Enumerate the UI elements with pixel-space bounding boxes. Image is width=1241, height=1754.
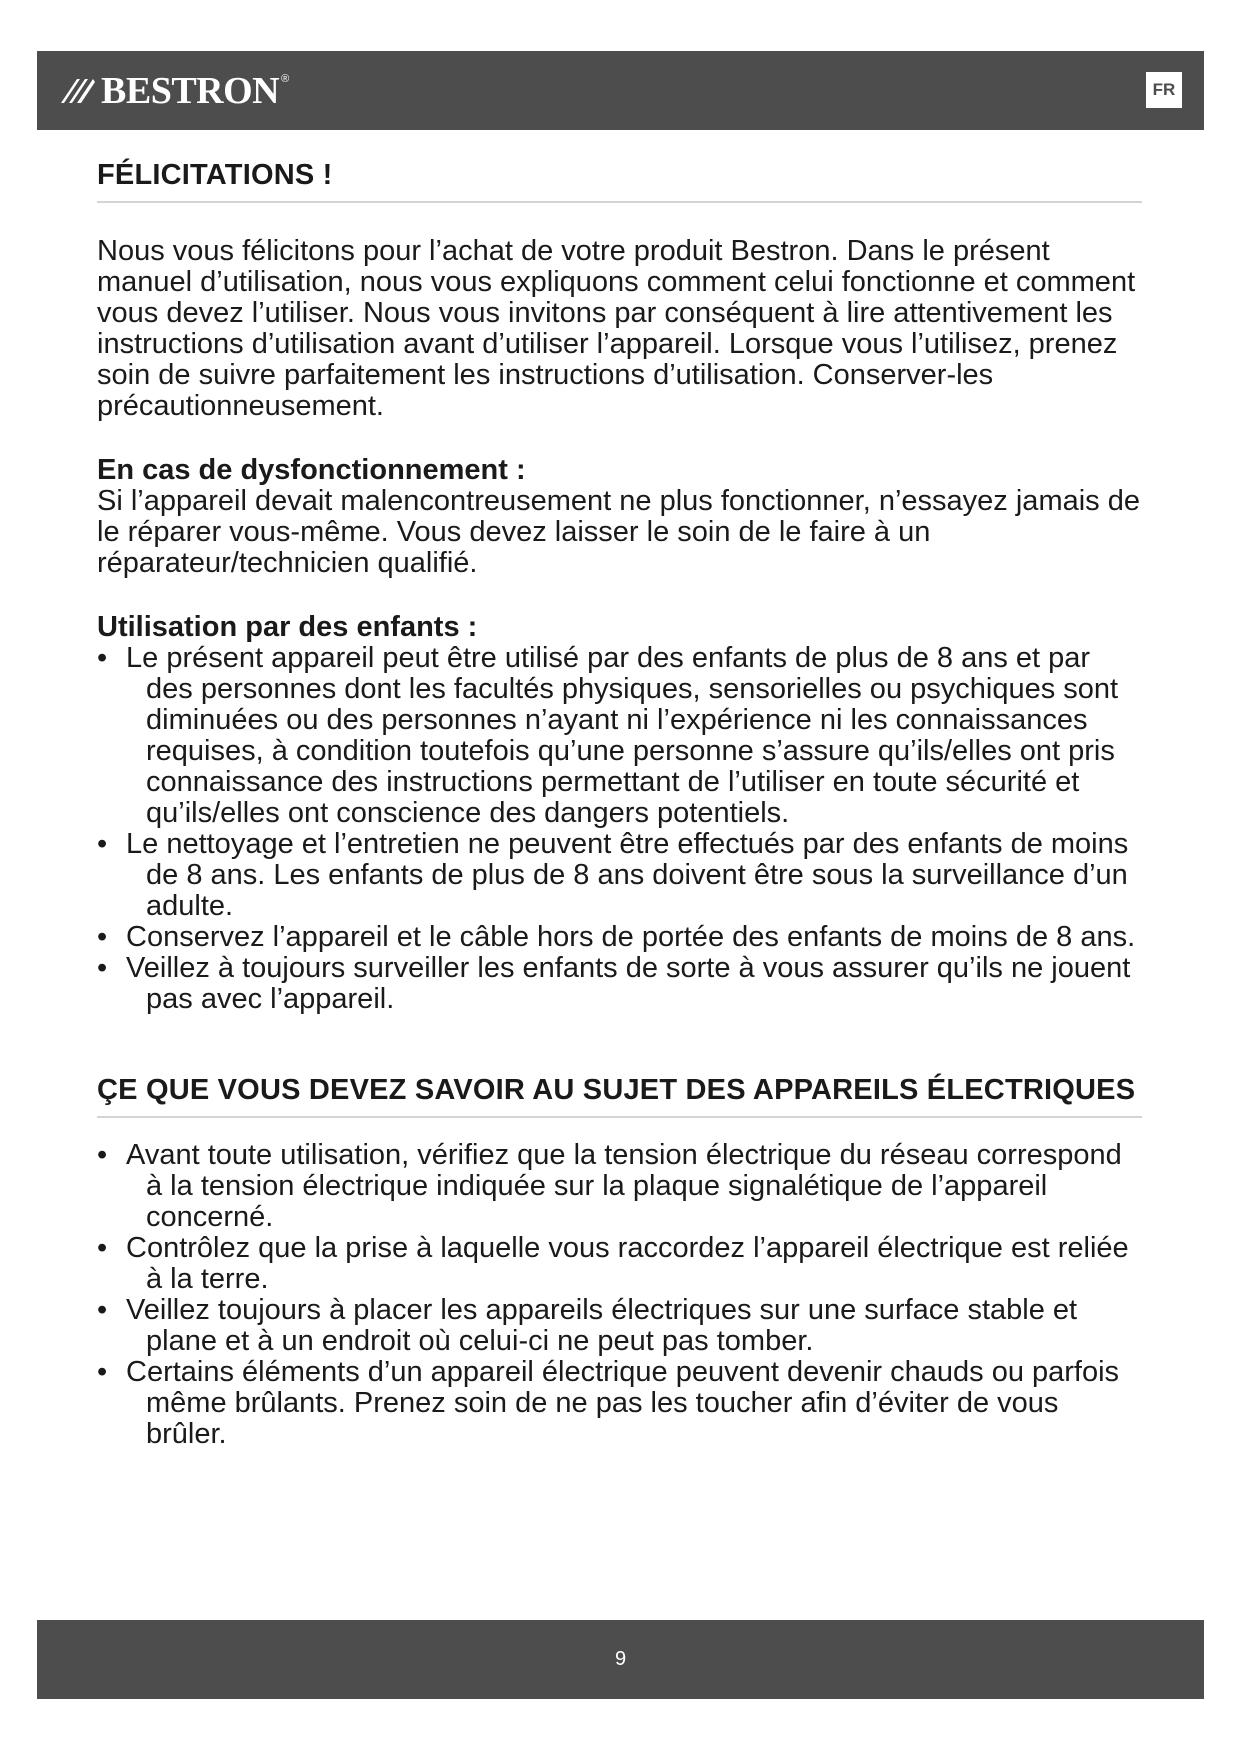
- bullet-icon: •: [97, 1294, 108, 1326]
- list-item-text: Avant toute utilisation, vérifiez que la tension électrique du réseau correspond à la tension électrique indiquée sur la plaque signalétique de l’appareil concerné.: [126, 1139, 1122, 1233]
- list-item: [97, 1357, 1142, 1450]
- bullet-icon: •: [97, 1232, 108, 1264]
- list-item-text: Veillez toujours à placer les appareils électriques sur une surface stable et plane et à un endroit où celui-ci ne peut pas tomber.: [126, 1294, 1078, 1357]
- list-item: [97, 1140, 1142, 1233]
- list-item: [97, 953, 1142, 1015]
- children-heading: Utilisation par des enfants :: [97, 611, 478, 643]
- bullet-icon: •: [97, 642, 108, 674]
- bestron-logo: [59, 61, 289, 121]
- section-divider: [97, 201, 1142, 203]
- brand-name: BESTRON: [101, 70, 280, 112]
- bullet-icon: •: [97, 921, 108, 953]
- list-item: [97, 922, 1142, 953]
- list-item-text: Le présent appareil peut être utilisé par des enfants de plus de 8 ans et par des personnes dont les facultés physiques, sensorielles ou psychiques sont diminuées ou des personnes n’ayant ni l’expérience ni les connaissances requises, à condition toutefois qu’une personne s’assure qu’ils/elles ont pris connaissance des instructions permettant de l’utiliser en toute sécurité et qu’ils/elles ont conscience des dangers potentiels.: [126, 642, 1119, 829]
- bullet-icon: •: [97, 952, 108, 984]
- list-item: [97, 1233, 1142, 1295]
- list-item-text: Conservez l’appareil et le câble hors de portée des enfants de moins de 8 ans.: [126, 921, 1136, 953]
- page-footer: [37, 1620, 1204, 1699]
- bullet-icon: •: [97, 1139, 108, 1171]
- list-item-text: Contrôlez que la prise à laquelle vous raccordez l’appareil électrique est reliée à la terre.: [126, 1232, 1129, 1295]
- section-divider: [97, 1116, 1142, 1118]
- malfunction-heading: En cas de dysfonctionnement :: [97, 454, 526, 486]
- page-header: [37, 51, 1204, 130]
- list-item: [97, 643, 1142, 829]
- intro-paragraph: Nous vous félicitons pour l’achat de votre produit Bestron. Dans le présent manuel d’utilisation, nous vous expliquons comment celui fonctionne et comment vous devez l’utiliser. Nous vous invitons par conséquent à lire attentivement les instructions d’utilisation avant d’utiliser l’appareil. Lorsque vous l’utilisez, prenez soin de suivre parfaitement les instructions d’utilisation. Conserver-les précautionneusement.: [97, 235, 1136, 422]
- bullet-icon: •: [97, 1356, 108, 1388]
- list-item-text: Veillez à toujours surveiller les enfants de sorte à vous assurer qu’ils ne jouent pas avec l’appareil.: [126, 952, 1131, 1015]
- page-content: [97, 160, 1142, 1450]
- chevron-logo-icon: [59, 73, 95, 109]
- section-title-electrical: ÇE QUE VOUS DEVEZ SAVOIR AU SUJET DES APPAREILS ÉLECTRIQUES: [97, 1074, 1136, 1106]
- list-item: [97, 1295, 1142, 1357]
- section-title-congratulations: FÉLICITATIONS !: [97, 159, 333, 191]
- list-item: [97, 829, 1142, 922]
- bullet-icon: •: [97, 828, 108, 860]
- language-badge: FR: [1146, 72, 1182, 108]
- page-number: 9: [614, 1648, 627, 1670]
- malfunction-paragraph: Si l’appareil devait malencontreusement ne plus fonctionner, n’essayez jamais de le réparer vous-même. Vous devez laisser le soin de le faire à un réparateur/technicien qualifié.: [97, 485, 1140, 579]
- registered-mark: ®: [281, 73, 290, 85]
- list-item-text: Le nettoyage et l’entretien ne peuvent être effectués par des enfants de moins de 8 ans. Les enfants de plus de 8 ans doivent être sous la surveillance d’un adulte.: [126, 828, 1129, 922]
- list-item-text: Certains éléments d’un appareil électrique peuvent devenir chauds ou parfois même brûlants. Prenez soin de ne pas les toucher afin d’éviter de vous brûler.: [126, 1356, 1120, 1450]
- children-bullet-list: [97, 643, 1142, 1015]
- electrical-bullet-list: [97, 1140, 1142, 1450]
